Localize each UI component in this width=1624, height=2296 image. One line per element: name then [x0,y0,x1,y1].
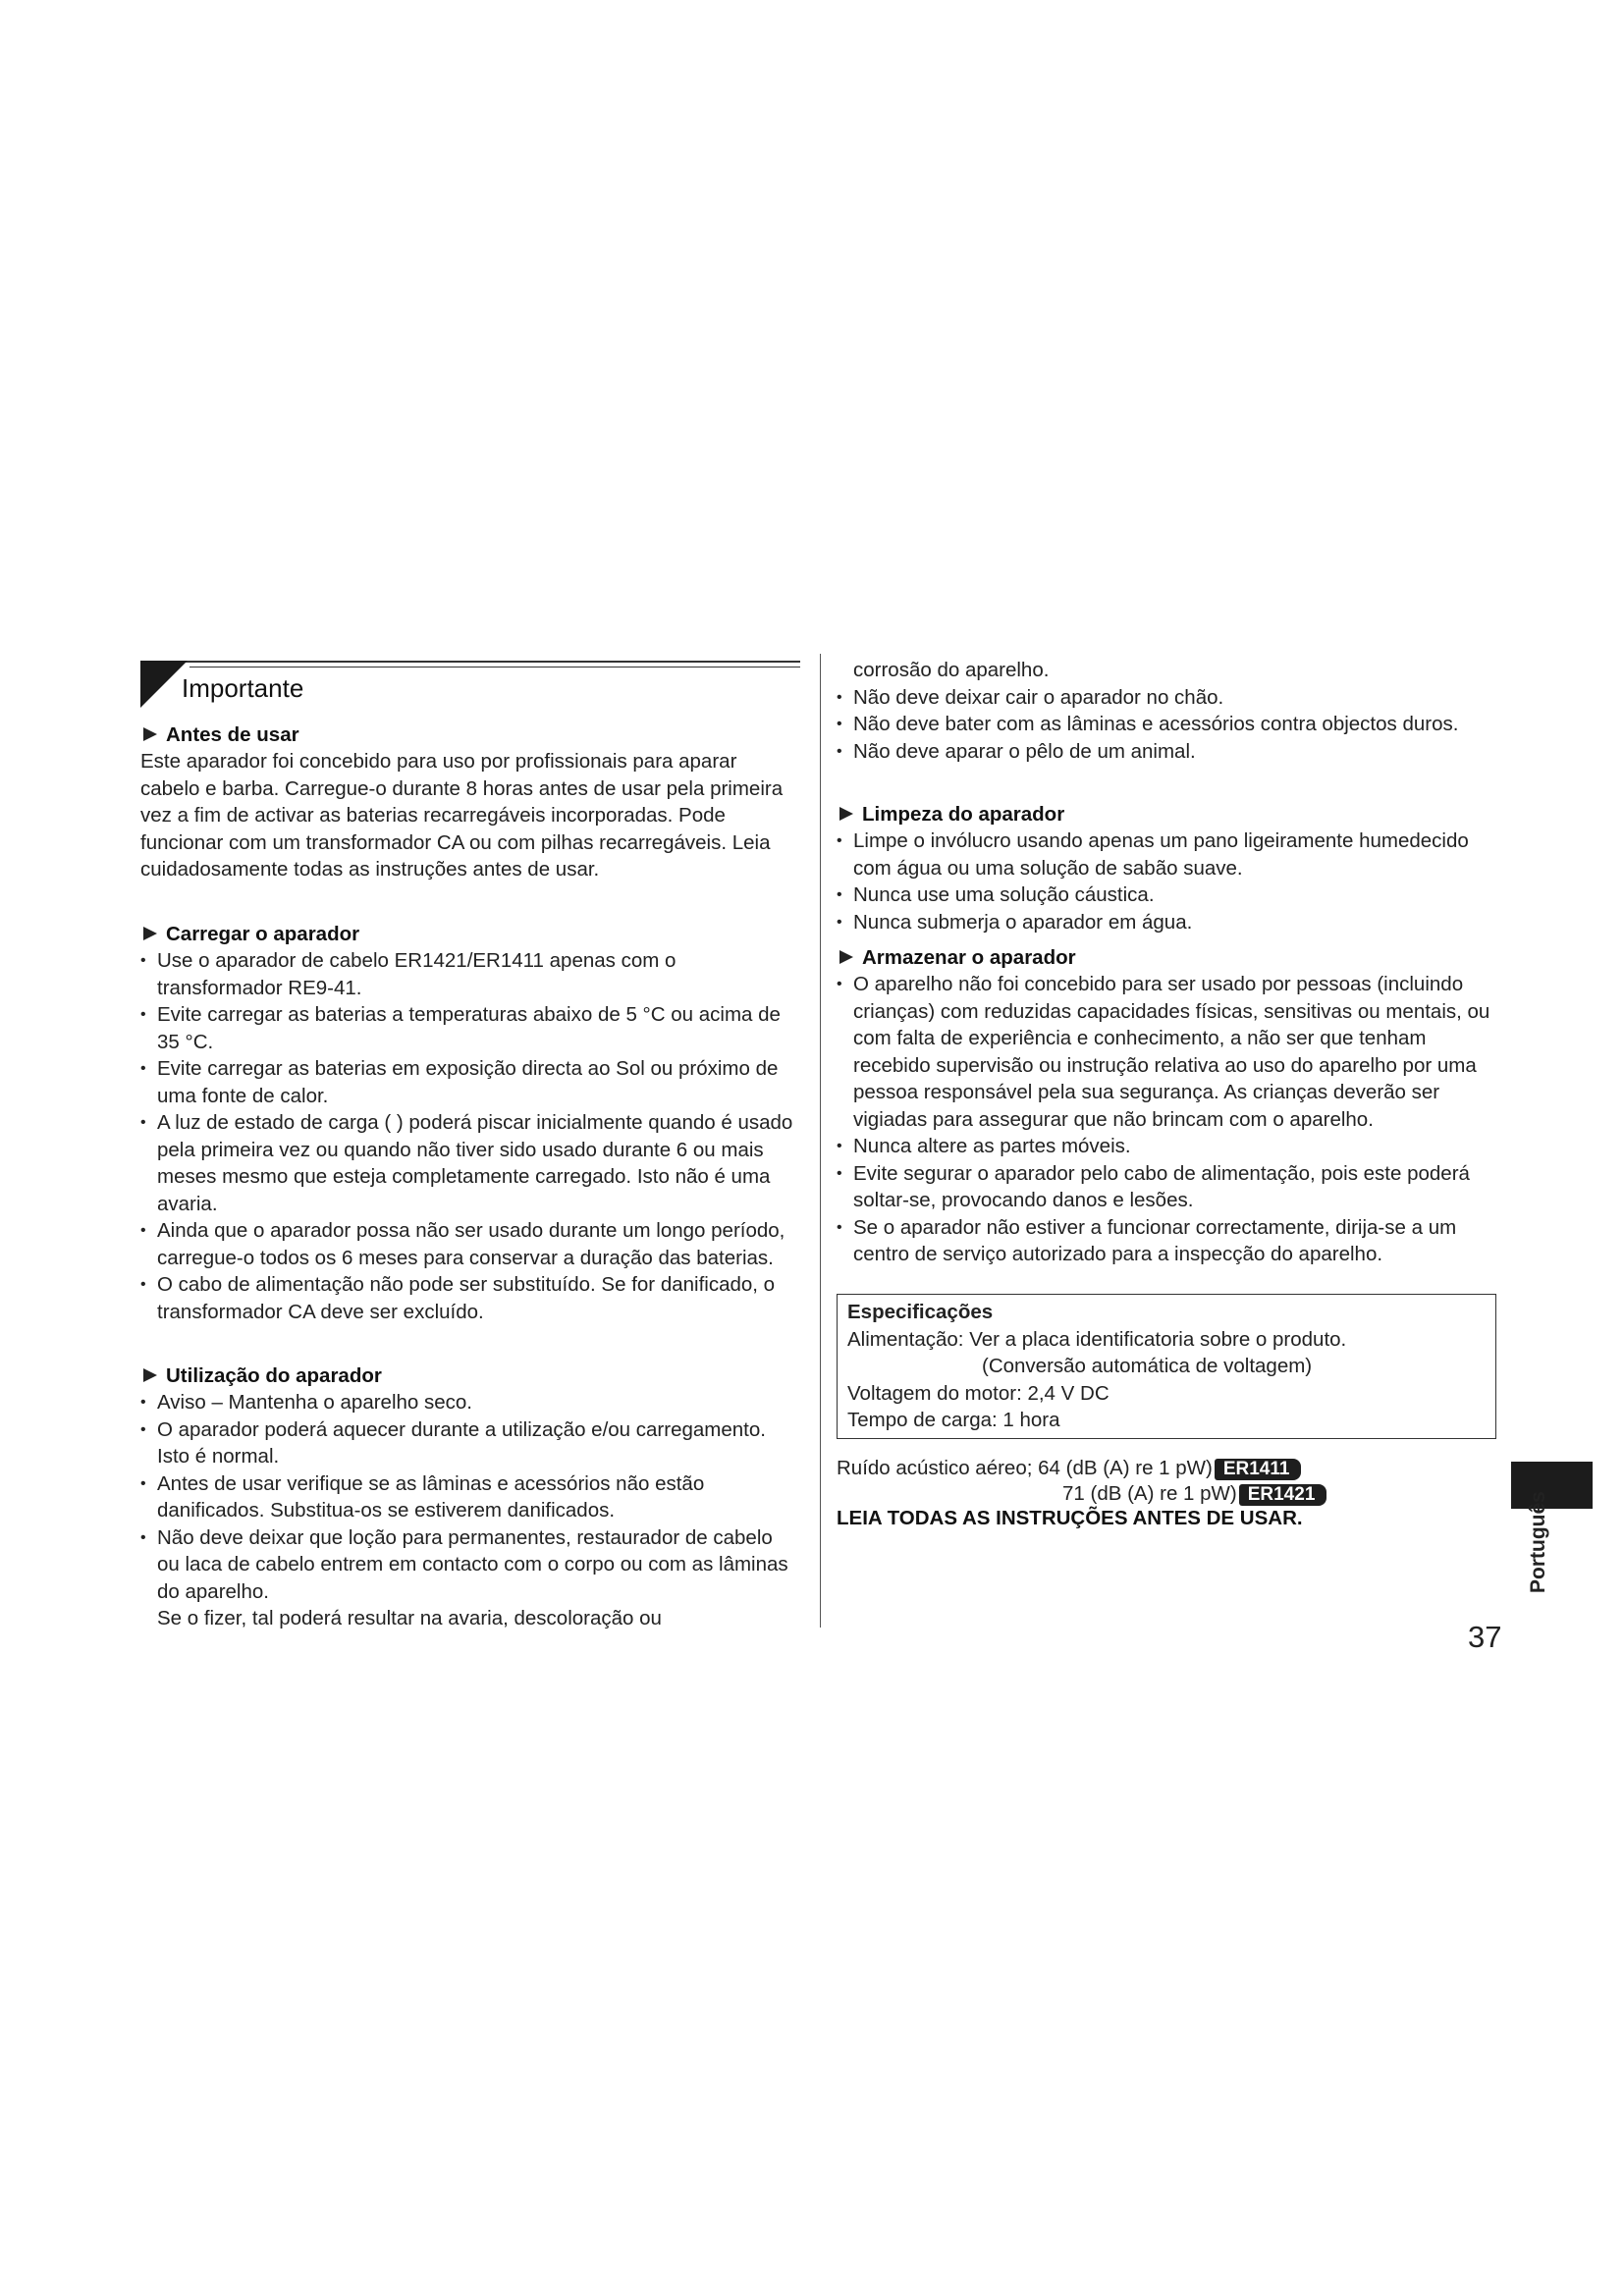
utilizacao-section [140,1362,800,1632]
list-item: • Não deve deixar que loção para permanentes, restaurador de cabelo ou laca de cabelo entrem em contacto com o corpo ou com as lâminas do aparelho. [140,1524,800,1606]
cont-top-section [837,657,1496,765]
language-label: Português [1527,1491,1549,1593]
arrow-icon [839,950,853,964]
list-item: • Evite carregar as baterias a temperaturas abaixo de 5 °C ou acima de 35 °C. [140,1001,800,1055]
list-item: • Ainda que o aparador possa não ser usado durante um longo período, carregue-o todos os 6 meses para conservar a duração das baterias. [140,1217,800,1271]
list-item: • A luz de estado de carga ( ) poderá piscar inicialmente quando é usado pela primeira vez ou quando não tiver sido usado durante 6 ou mais meses mesmo que esteja completamente carregado. Isto não é uma avaria. [140,1109,800,1217]
section-title: Importante [182,673,304,703]
language-tab [1511,1462,1593,1509]
arrow-icon [839,807,853,821]
armazenar-section [837,944,1496,1268]
list-item: • Nunca altere as partes móveis. [837,1133,1496,1160]
list-item: • Evite segurar o aparador pelo cabo de alimentação, pois este poderá soltar-se, provocando danos e lesões. [837,1160,1496,1214]
antes-section [140,721,800,883]
list-item: • Nunca submerja o aparador em água. [837,909,1496,936]
noise-info [837,1456,1326,1507]
continuation-text: corrosão do aparelho. [853,659,1050,681]
list-item: • Use o aparador de cabelo ER1421/ER1411 apenas com o transformador RE9-41. [140,947,800,1001]
list-item: • Não deve aparar o pêlo de um animal. [837,738,1496,766]
noise-row-1: Ruído acústico aéreo; 64 (dB (A) re 1 pW) ER1411 [837,1456,1326,1481]
list-item: • Antes de usar verifique se as lâminas e acessórios não estão danificados. Substitua-os se estiverem danificados. [140,1470,800,1524]
noise-row-2: 71 (dB (A) re 1 pW) ER1421 [837,1481,1326,1507]
carregar-heading: Carregar o aparador [140,921,800,947]
list-item: • Se o aparador não estiver a funcionar correctamente, dirija-se a um centro de serviço autorizado para a inspecção do aparelho. [837,1214,1496,1268]
list-item: • Não deve bater com as lâminas e acessórios contra objectos duros. [837,711,1496,738]
list-item: • Aviso – Mantenha o aparelho seco. [140,1389,800,1416]
model-badge: ER1421 [1239,1484,1327,1506]
specs-tempo: Tempo de carga: 1 hora [847,1409,1060,1431]
list-item: • Evite carregar as baterias em exposição directa ao Sol ou próximo de uma fonte de calor. [140,1055,800,1109]
header-triangle-icon [140,661,188,708]
carregar-list [140,947,800,1325]
read-all-warning: LEIA TODAS AS INSTRUÇÕES ANTES DE USAR. [837,1507,1303,1529]
specs-title: Especificações [847,1301,994,1323]
continuation-text: Se o fizer, tal poderá resultar na avaria, descoloração ou [157,1607,662,1629]
section-header [140,652,800,711]
utilizacao-heading: Utilização do aparador [140,1362,800,1389]
list-item: • Não deve deixar cair o aparador no chão. [837,684,1496,712]
list-item: • O aparador poderá aquecer durante a utilização e/ou carregamento. Isto é normal. [140,1416,800,1470]
specs-alimentacao: Alimentação: Ver a placa identificatoria sobre o produto. [847,1327,1347,1351]
list-item: • O aparelho não foi concebido para ser usado por pessoas (incluindo crianças) com reduzidas capacidades físicas, sensitivas ou mentais, ou com falta de experiência e conhecimento, a não ser que tenham recebido supervisão ou instrução relativa ao uso do aparelho por uma pessoa responsável pela sua segurança. As crianças deverão ser vigiadas para assegurar que não brincam com o aparelho. [837,971,1496,1133]
column-divider [820,654,821,1628]
cont-top-list [837,684,1496,766]
armazenar-heading: Armazenar o aparador [837,944,1496,971]
header-rule [140,661,800,663]
list-item: • O cabo de alimentação não pode ser substituído. Se for danificado, o transformador CA deve ser excluído. [140,1271,800,1325]
limpeza-heading: Limpeza do aparador [837,801,1496,828]
armazenar-list [837,971,1496,1268]
list-item: • Limpe o invólucro usando apenas um pano ligeiramente humedecido com água ou uma solução de sabão suave. [837,828,1496,881]
antes-text: Este aparador foi concebido para uso por profissionais para aparar cabelo e barba. Carregue-o durante 8 horas antes de usar pela primeira vez a fim de activar as baterias recarregáveis incorporadas. Pode funcionar com um transformador CA ou com pilhas recarregáveis. Leia cuidadosamente todas as instruções antes de usar. [140,750,784,881]
specs-voltagem: Voltagem do motor: 2,4 V DC [847,1381,1110,1405]
specs-box [837,1294,1496,1439]
antes-heading: Antes de usar [140,721,800,748]
limpeza-list [837,828,1496,935]
arrow-icon [143,927,157,940]
utilizacao-list [140,1389,800,1605]
list-item: • Nunca use uma solução cáustica. [837,881,1496,909]
page-number: 37 [1468,1620,1502,1654]
model-badge: ER1411 [1215,1459,1302,1480]
specs-conversao: (Conversão automática de voltagem) [982,1355,1313,1377]
carregar-section [140,921,800,1325]
arrow-icon [143,1368,157,1382]
arrow-icon [143,727,157,741]
limpeza-section [837,801,1496,935]
